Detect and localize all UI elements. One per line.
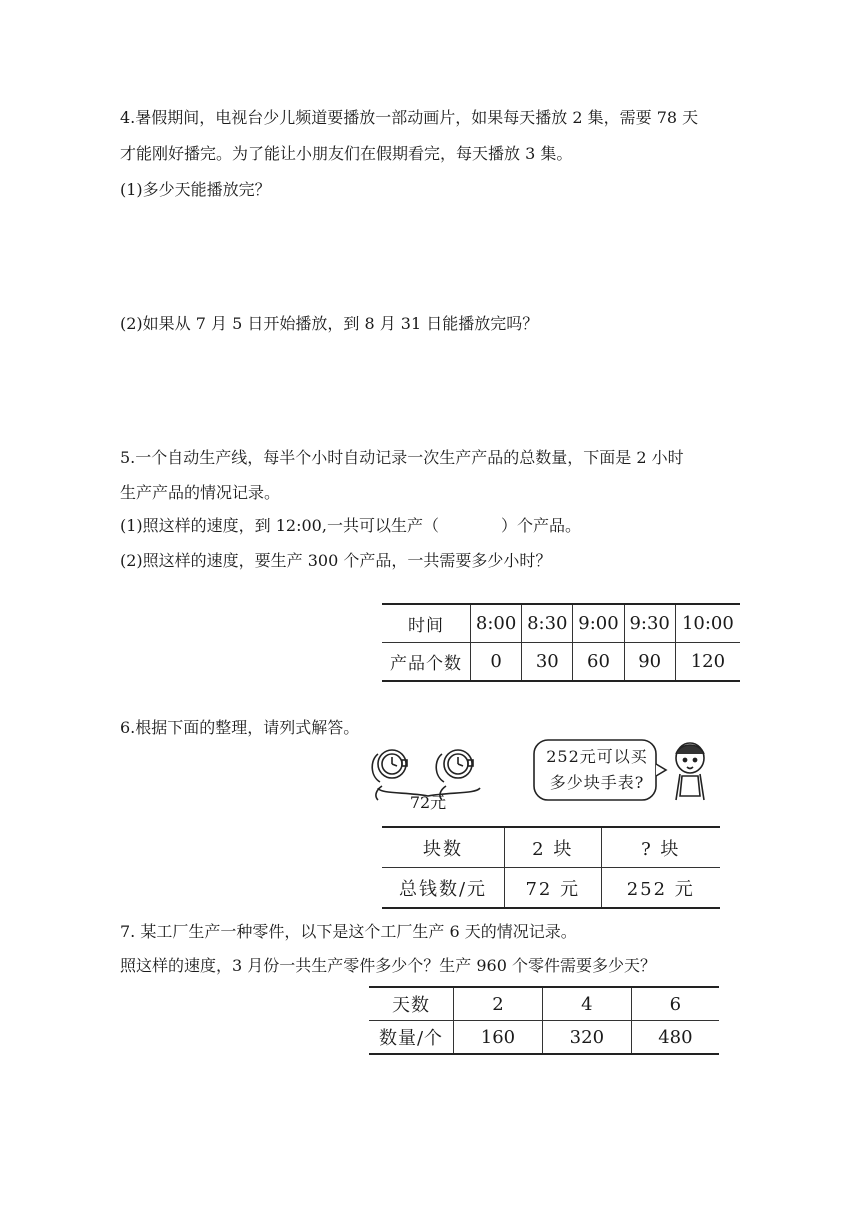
table-cell: 8:00 [471, 604, 522, 643]
watch-price-label: 72元 [409, 793, 447, 812]
table-cell: 9:00 [573, 604, 624, 643]
table-cell: 320 [542, 1021, 631, 1055]
q6-line1: 6.根据下面的整理，请列式解答。 [120, 718, 360, 737]
table-row [382, 604, 740, 643]
table-cell: 30 [522, 643, 573, 682]
table-cell: 8:30 [522, 604, 573, 643]
table-cell: ? 块 [601, 827, 720, 868]
table-cell: 120 [675, 643, 740, 682]
q5-sub1-before: (1)照这样的速度，到 12:00,一共可以生产（ [120, 516, 439, 535]
table-cell: 72 元 [505, 868, 602, 909]
table-cell: 90 [624, 643, 675, 682]
table-row [369, 987, 719, 1021]
table-row [382, 827, 720, 868]
table-cell: 4 [542, 987, 631, 1021]
table-row [382, 643, 740, 682]
table-row [382, 868, 720, 909]
table-cell: 9:30 [624, 604, 675, 643]
table-row [369, 1021, 719, 1055]
parts-record-table [369, 986, 719, 1055]
speech-bubble-text [538, 744, 656, 796]
table-cell: 160 [454, 1021, 543, 1055]
q5-line1: 5.一个自动生产线，每半个小时自动记录一次生产产品的总数量，下面是 2 小时 [120, 448, 684, 467]
table-cell: 时间 [382, 604, 471, 643]
q7-line1: 7. 某工厂生产一种零件，以下是这个工厂生产 6 天的情况记录。 [120, 922, 577, 941]
production-record-table [382, 603, 740, 682]
bubble-line2: 多少块手表? [549, 773, 645, 792]
q5-sub1-after: ）个产品。 [500, 516, 581, 535]
table-cell: 2 [454, 987, 543, 1021]
q4-line2: 才能刚好播完。为了能让小朋友们在假期看完，每天播放 3 集。 [120, 144, 573, 163]
table-cell: 10:00 [675, 604, 740, 643]
table-cell: 60 [573, 643, 624, 682]
table-cell: 总钱数/元 [382, 868, 505, 909]
table-cell: 6 [631, 987, 719, 1021]
table-cell: 产品个数 [382, 643, 471, 682]
table-cell: 数量/个 [369, 1021, 454, 1055]
table-cell: 0 [471, 643, 522, 682]
table-cell: 块数 [382, 827, 505, 868]
q4-sub1: (1)多少天能播放完？ [120, 180, 271, 199]
table-cell: 480 [631, 1021, 719, 1055]
watch-price-table [382, 826, 720, 909]
q4-line1: 4.暑假期间，电视台少儿频道要播放一部动画片，如果每天播放 2 集，需要 78 天 [120, 108, 699, 127]
q5-sub1 [120, 515, 581, 537]
q4-sub2: (2)如果从 7 月 5 日开始播放，到 8 月 31 日能播放完吗？ [120, 314, 539, 333]
table-cell: 2 块 [505, 827, 602, 868]
q5-line2: 生产产品的情况记录。 [120, 483, 281, 502]
q7-line2: 照这样的速度，3 月份一共生产零件多少个？生产 960 个零件需要多少天？ [120, 956, 656, 975]
bubble-line1: 252元可以买 [546, 747, 648, 766]
q5-sub2: (2)照这样的速度，要生产 300 个产品，一共需要多少小时？ [120, 551, 552, 570]
table-cell: 252 元 [601, 868, 720, 909]
table-cell: 天数 [369, 987, 454, 1021]
